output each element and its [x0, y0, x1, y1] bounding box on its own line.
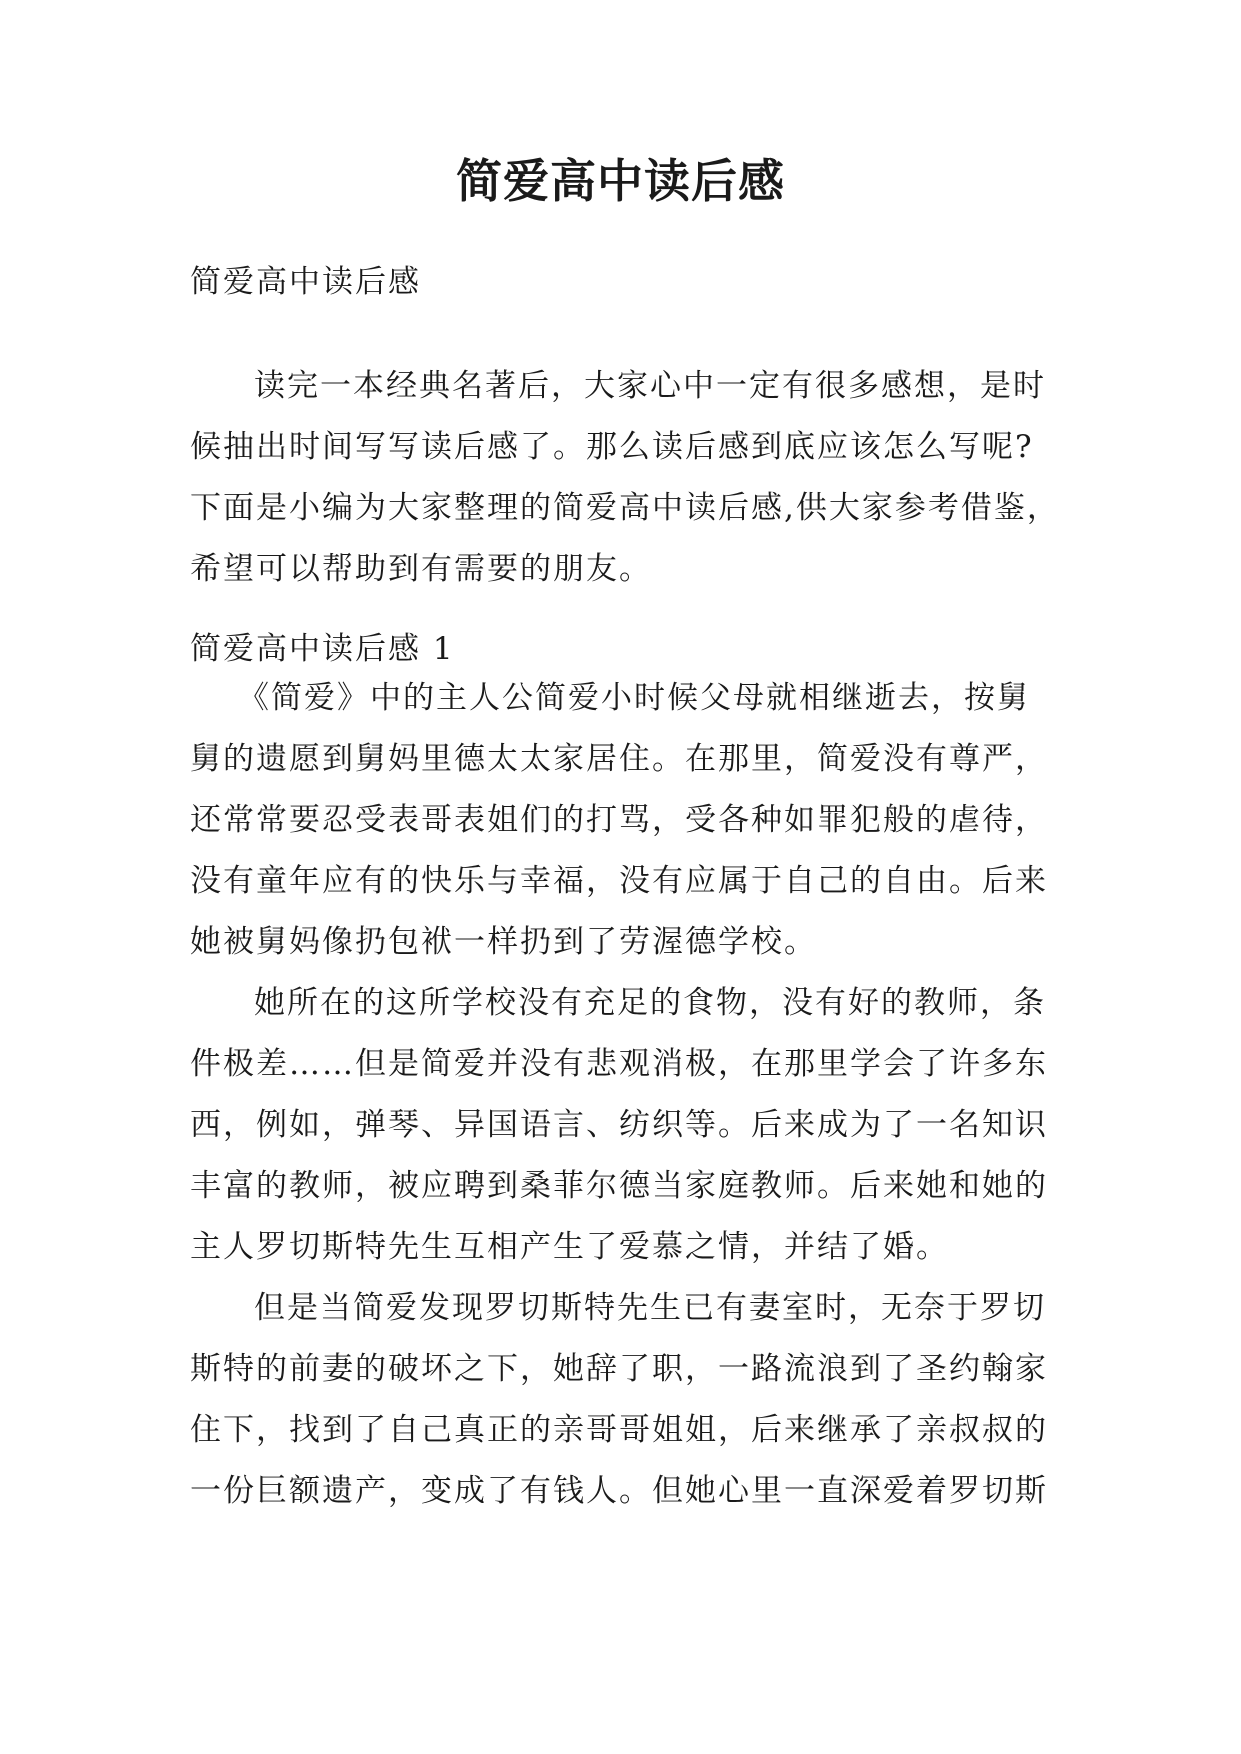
- intro-line: 候抽出时间写写读后感了。那么读后感到底应该怎么写呢?: [190, 429, 1034, 465]
- paragraph-line: 件极差……但是简爱并没有悲观消极，在那里学会了许多东: [190, 1046, 1048, 1082]
- body-paragraph: [190, 668, 1050, 973]
- intro-line: 下面是小编为大家整理的简爱高中读后感,供大家参考借鉴，: [190, 490, 1060, 526]
- paragraph-line: 没有童年应有的快乐与幸福，没有应属于自己的自由。后来: [190, 863, 1048, 899]
- paragraph-line: 舅的遗愿到舅妈里德太太家居住。在那里，简爱没有尊严，: [190, 741, 1048, 777]
- paragraph-line: 还常常要忍受表哥表姐们的打骂，受各种如罪犯般的虐待，: [190, 802, 1048, 838]
- paragraph-line: 主人罗切斯特先生互相产生了爱慕之情，并结了婚。: [190, 1229, 949, 1265]
- paragraph-line: 《简爱》中的主人公简爱小时候父母就相继逝去，按舅: [238, 680, 1030, 716]
- paragraph-line: 丰富的教师，被应聘到桑菲尔德当家庭教师。后来她和她的: [190, 1168, 1048, 1204]
- paragraph-line: 住下，找到了自己真正的亲哥哥姐姐，后来继承了亲叔叔的: [190, 1412, 1048, 1448]
- paragraph-line: 斯特的前妻的破坏之下，她辞了职，一路流浪到了圣约翰家: [190, 1351, 1048, 1387]
- intro-line: 希望可以帮助到有需要的朋友。: [190, 551, 652, 587]
- body-paragraph: [190, 973, 1050, 1278]
- paragraph-line: 西，例如，弹琴、异国语言、纺织等。后来成为了一名知识: [190, 1107, 1048, 1143]
- intro-line: 读完一本经典名著后，大家心中一定有很多感想，是时: [254, 368, 1046, 404]
- section-body: [190, 668, 1050, 1522]
- intro-paragraph: [190, 356, 1060, 600]
- document-subtitle: 简爱高中读后感: [190, 264, 421, 300]
- paragraph-line: 她所在的这所学校没有充足的食物，没有好的教师，条: [254, 985, 1046, 1021]
- body-paragraph: [190, 1278, 1050, 1522]
- document-title: 简爱高中读后感: [456, 154, 785, 208]
- paragraph-line: 她被舅妈像扔包袱一样扔到了劳渥德学校。: [190, 924, 817, 960]
- paragraph-line: 一份巨额遗产，变成了有钱人。但她心里一直深爱着罗切斯: [190, 1473, 1048, 1509]
- section-heading: 简爱高中读后感 1: [190, 631, 455, 667]
- paragraph-line: 但是当简爱发现罗切斯特先生已有妻室时，无奈于罗切: [254, 1290, 1046, 1326]
